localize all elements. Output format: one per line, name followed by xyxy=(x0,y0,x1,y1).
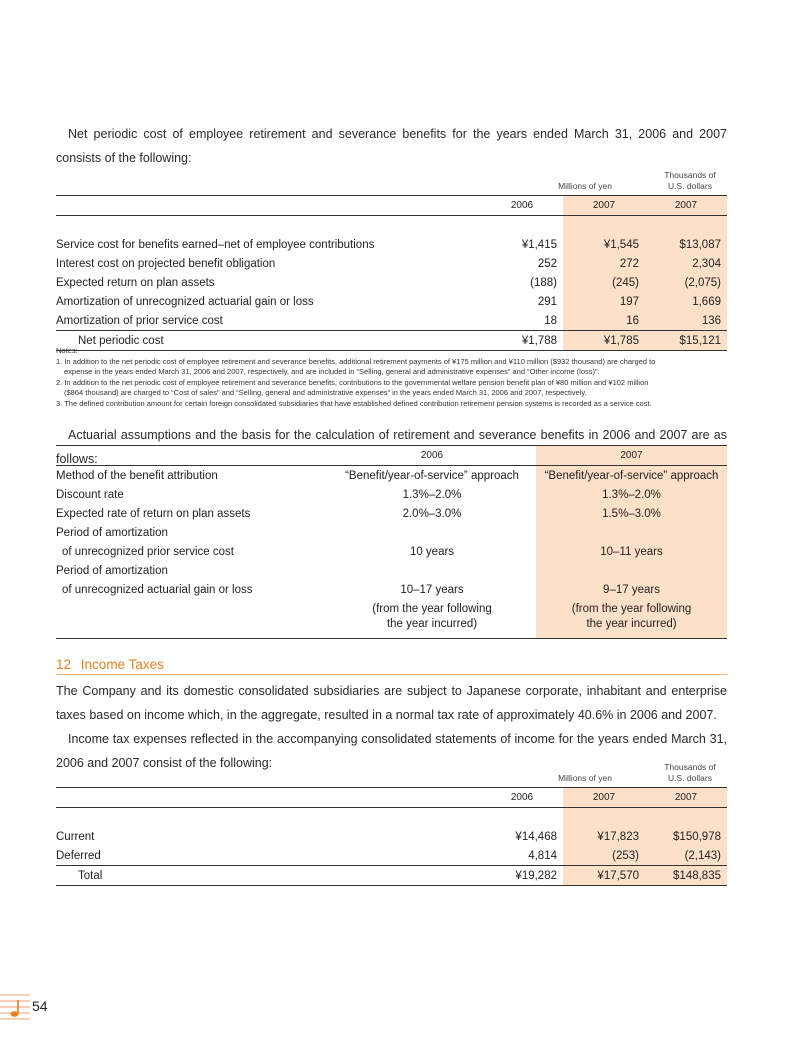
row-label: Current xyxy=(56,830,95,843)
table-row xyxy=(56,273,727,292)
unit-usd-label-2: U.S. dollars xyxy=(668,773,712,783)
row-label: Period of amortization xyxy=(56,564,168,577)
year-header: 2006 xyxy=(420,450,444,461)
table-row xyxy=(56,542,727,561)
table-row xyxy=(56,254,727,273)
cell: 10 years xyxy=(409,545,455,558)
year-header: 2006 xyxy=(481,788,563,808)
row-label: Period of amortization xyxy=(56,526,168,539)
year-header: 2007 xyxy=(645,196,727,216)
cell: 10–17 years xyxy=(400,583,464,596)
year-header: 2007 xyxy=(563,788,645,808)
cell: (245) xyxy=(563,273,645,292)
section-heading xyxy=(56,657,727,675)
table-row xyxy=(56,523,727,542)
table-row xyxy=(56,485,727,504)
cell: the year incurred) xyxy=(328,618,536,639)
row-label: Expected return on plan assets xyxy=(56,276,215,289)
cell: 291 xyxy=(537,295,557,308)
cell: (2,075) xyxy=(645,273,727,292)
cell: 252 xyxy=(537,257,557,270)
intro-paragraph: Net periodic cost of employee retirement and severance benefits for the years ended March 31, 2006 and 2007 consists of the following: xyxy=(56,127,727,165)
total-row xyxy=(56,866,727,886)
note-3: 3. The defined contribution amount for certain foreign consolidated subsidiaries that have established defined contribution retirement pension systems is recorded as a service cost. xyxy=(56,398,652,408)
cell: 1,669 xyxy=(645,292,727,311)
row-label: Deferred xyxy=(56,849,101,862)
page-number: 54 xyxy=(32,998,48,1014)
row-label: Interest cost on projected benefit obligation xyxy=(56,257,276,270)
table-header-row xyxy=(56,788,727,808)
cell: 2,304 xyxy=(645,254,727,273)
row-label: of unrecognized prior service cost xyxy=(62,545,234,558)
cell: “Benefit/year-of-service” approach xyxy=(536,466,727,486)
row-label: Amortization of prior service cost xyxy=(56,314,223,327)
cell: the year incurred) xyxy=(536,618,727,639)
row-label: of unrecognized actuarial gain or loss xyxy=(62,583,253,596)
actuarial-paragraph: Actuarial assumptions and the basis for the calculation of retirement and severance benefits in 2006 and 2007 are as follows: xyxy=(56,428,727,466)
year-header: 2007 xyxy=(536,446,727,466)
cell: 136 xyxy=(645,311,727,331)
unit-usd-label-2: U.S. dollars xyxy=(668,181,712,191)
note-1-cont: expense in the years ended March 31, 2006 and 2007, respectively, and are included in “Selling, general and administrative expenses” and “Other income (loss)”. xyxy=(64,367,600,376)
music-staff-logo-icon xyxy=(0,992,30,1026)
table-header-row xyxy=(56,446,727,466)
cell: (188) xyxy=(530,276,557,289)
cell: ¥19,282 xyxy=(481,866,563,886)
total-label: Total xyxy=(56,866,481,886)
table-row xyxy=(56,292,727,311)
cell: 9–17 years xyxy=(536,580,727,599)
row-label: Discount rate xyxy=(56,488,124,501)
cell: (253) xyxy=(563,846,645,866)
cell: ¥14,468 xyxy=(515,830,557,843)
cell: 16 xyxy=(563,311,645,331)
notes xyxy=(56,346,727,409)
tax-paragraph-1: The Company and its domestic consolidated subsidiaries are subject to Japanese corporate, inhabitant and enterprise taxes based on income which, in the aggregate, resulted in a normal tax rate of approximately 40.6% in 2006 and 2007. xyxy=(56,684,727,722)
cell: ¥1,545 xyxy=(563,235,645,254)
unit-yen-label: Millions of yen xyxy=(558,773,612,783)
table-row xyxy=(56,466,727,486)
section-title: Income Taxes xyxy=(80,657,164,672)
cell: (from the year following xyxy=(372,602,492,615)
notes-title: Notes: xyxy=(56,346,78,355)
net-periodic-cost-table xyxy=(56,195,727,351)
cell: (2,143) xyxy=(645,846,727,866)
cell: (from the year following xyxy=(536,599,727,618)
total-label: Net periodic cost xyxy=(56,331,481,351)
cell: ¥1,788 xyxy=(481,331,563,351)
section-number: 12 xyxy=(56,657,72,672)
table-row xyxy=(56,561,727,580)
cell: $13,087 xyxy=(645,235,727,254)
cell: 1.3%–2.0% xyxy=(402,488,462,501)
cell: ¥17,570 xyxy=(563,866,645,886)
row-label: Service cost for benefits earned–net of employee contributions xyxy=(56,238,375,251)
cell: $150,978 xyxy=(645,827,727,846)
cell: 10–11 years xyxy=(536,542,727,561)
row-label: Method of the benefit attribution xyxy=(56,469,218,482)
cell: 272 xyxy=(563,254,645,273)
row-label: Amortization of unrecognized actuarial gain or loss xyxy=(56,295,314,308)
note-2: 2. In addition to the net periodic cost of employee retirement and severance benefits, contributions to the governmental welfare pension benefit plan of ¥80 million and ¥102 million xyxy=(56,377,649,387)
table-row xyxy=(56,599,727,618)
cell: ¥1,785 xyxy=(563,331,645,351)
cell: 1.5%–3.0% xyxy=(536,504,727,523)
year-header: 2006 xyxy=(481,196,563,216)
table-row xyxy=(56,235,727,254)
unit-yen-label: Millions of yen xyxy=(558,181,612,191)
table-row xyxy=(56,618,727,639)
cell: ¥1,415 xyxy=(521,238,557,251)
note-2-cont: ($864 thousand) are charged to “Cost of sales” and “Selling, general and administrative expenses” in the years ended March 31, 2006 and 2007, respectively. xyxy=(64,388,587,397)
cell: $15,121 xyxy=(645,331,727,351)
year-header: 2007 xyxy=(563,196,645,216)
table-header-row xyxy=(56,196,727,216)
cell: 18 xyxy=(544,314,557,327)
cell: 4,814 xyxy=(528,849,557,862)
table-row xyxy=(56,827,727,846)
cell: ¥17,823 xyxy=(563,827,645,846)
cell: “Benefit/year-of-service” approach xyxy=(345,469,519,482)
unit-usd-label-1: Thousands of xyxy=(664,170,716,180)
row-label: Expected rate of return on plan assets xyxy=(56,507,251,520)
note-1: 1. In addition to the net periodic cost of employee retirement and severance benefits, additional retirement payments of ¥175 million and ¥110 million ($932 thousand) are charged to xyxy=(56,356,656,366)
tax-paragraph-2: Income tax expenses reflected in the accompanying consolidated statements of income for the years ended March 31, 2006 and 2007 consist of the following: xyxy=(56,732,727,770)
table-row xyxy=(56,504,727,523)
table-row xyxy=(56,580,727,599)
table-row xyxy=(56,311,727,331)
cell: 197 xyxy=(563,292,645,311)
actuarial-assumptions-table xyxy=(56,445,727,639)
unit-usd-label-1: Thousands of xyxy=(664,762,716,772)
table-row xyxy=(56,846,727,866)
cell: 1.3%–2.0% xyxy=(536,485,727,504)
year-header: 2007 xyxy=(645,788,727,808)
income-tax-table xyxy=(56,787,727,886)
cell: $148,835 xyxy=(645,866,727,886)
cell: 2.0%–3.0% xyxy=(402,507,462,520)
